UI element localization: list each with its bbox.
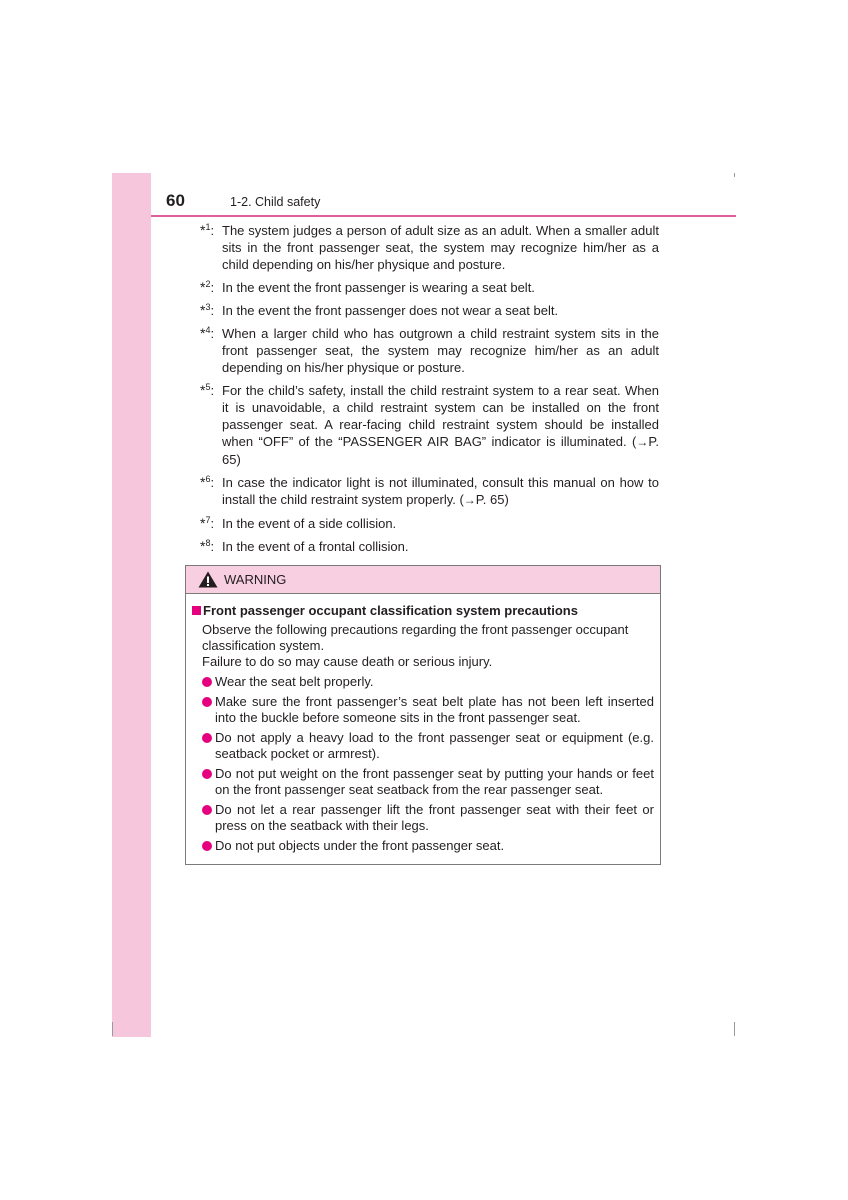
warning-intro xyxy=(202,622,652,670)
footnote-text: In the event the front passenger is wearing a seat belt. xyxy=(222,280,535,295)
footnote xyxy=(200,302,659,319)
footnote xyxy=(200,538,659,555)
page-reference-link[interactable]: P. 65 xyxy=(222,434,659,467)
crop-mark xyxy=(734,1022,735,1036)
footnote-text: In case the indicator light is not illuminated, consult this manual on how to install the child restraint system properly. ( xyxy=(222,475,659,507)
crop-mark xyxy=(734,173,735,177)
bullet-dot-icon xyxy=(202,733,212,743)
footnote-mark: *$^4$: xyxy=(200,325,215,341)
warning-triangle-icon xyxy=(198,571,218,588)
footnote-mark: *$^6$: xyxy=(200,474,215,490)
page-reference-link[interactable]: P. 65 xyxy=(475,492,505,507)
warning-box xyxy=(185,565,661,865)
warning-intro-line: Observe the following precautions regarding the front passenger occupant classification system. xyxy=(202,622,629,653)
warning-intro-line: Failure to do so may cause death or serious injury. xyxy=(202,654,493,669)
footnote-text: In the event of a side collision. xyxy=(222,516,397,531)
warning-body xyxy=(186,603,660,858)
footnote-mark: *$^8$: xyxy=(200,538,215,554)
footnote-mark: *$^1$: xyxy=(200,222,215,238)
page-side-band xyxy=(112,173,151,1037)
warning-bullet: Make sure the front passenger’s seat belt plate has not been left inserted into the buckle before someone sits in the front passenger seat. xyxy=(202,694,654,726)
footnote-mark: *$^2$: xyxy=(200,279,215,295)
footnote-text: In the event the front passenger does not wear a seat belt. xyxy=(222,303,559,318)
footnote xyxy=(200,325,659,376)
footnote-mark: *$^7$: xyxy=(200,515,215,531)
footnote: *$^5$: For the child’s safety, install the child restraint system to a rear seat. When it is unavoidable, a child restraint system can be installed on the front passenger seat. A rear-facing child restraint system should be installed when “OFF” of the “PASSENGER AIR BAG” indicator is illuminated. (→P. 65) xyxy=(200,382,659,467)
footnote xyxy=(200,222,659,273)
section-title: 1-2. Child safety xyxy=(230,195,321,209)
bullet-dot-icon xyxy=(202,769,212,779)
crop-mark xyxy=(112,1022,113,1036)
bullet-dot-icon xyxy=(202,677,212,687)
footnote xyxy=(200,279,659,296)
footnote-mark: *$^5$: xyxy=(200,382,215,398)
bullet-dot-icon xyxy=(202,697,212,707)
footnote-text: In the event of a frontal collision. xyxy=(222,539,409,554)
footnote-text: For the child’s safety, install the child restraint system to a rear seat. When it is unavoidable, a child restraint system can be installed on the front passenger seat. A rear-facing child restraint system should be installed when “OFF” of the “PASSENGER AIR BAG” indicator is illuminated. ( xyxy=(222,383,659,449)
footnote-mark: *$^3$: xyxy=(200,302,215,318)
warning-header xyxy=(186,566,660,594)
bullet-dot-icon xyxy=(202,805,212,815)
square-bullet-icon xyxy=(192,606,201,615)
warning-bullet: Do not put objects under the front passenger seat. xyxy=(202,838,654,854)
arrow-right-icon: → xyxy=(463,493,476,507)
arrow-right-icon: → xyxy=(636,435,649,449)
warning-title: WARNING xyxy=(224,572,287,587)
header-rule xyxy=(151,215,736,217)
bullet-dot-icon xyxy=(202,841,212,851)
footnote: *$^6$: In case the indicator light is not illuminated, consult this manual on how to install the child restraint system properly. (→P. 65) xyxy=(200,474,659,507)
footnote-list xyxy=(200,222,659,561)
warning-heading: Front passenger occupant classification system precautions xyxy=(186,603,660,619)
footnote-text: The system judges a person of adult size as an adult. When a smaller adult sits in the front passenger seat, the system may recognize him/her as a child depending on his/her physique and posture. xyxy=(222,223,659,272)
warning-bullet: Do not put weight on the front passenger seat by putting your hands or feet on the front passenger seat seatback from the rear passenger seat. xyxy=(202,766,654,798)
warning-bullet: Do not apply a heavy load to the front passenger seat or equipment (e.g. seatback pocket or armrest). xyxy=(202,730,654,762)
page-number: 60 xyxy=(166,191,185,210)
warning-bullet: Wear the seat belt properly. xyxy=(202,674,654,690)
footnote xyxy=(200,515,659,532)
warning-bullet: Do not let a rear passenger lift the front passenger seat with their feet or press on the seatback with their legs. xyxy=(202,802,654,834)
footnote-text: When a larger child who has outgrown a child restraint system sits in the front passenger seat, the system may recognize him/her as an adult depending on his/her physique or posture. xyxy=(222,326,659,375)
warning-bullet-list xyxy=(202,674,654,854)
